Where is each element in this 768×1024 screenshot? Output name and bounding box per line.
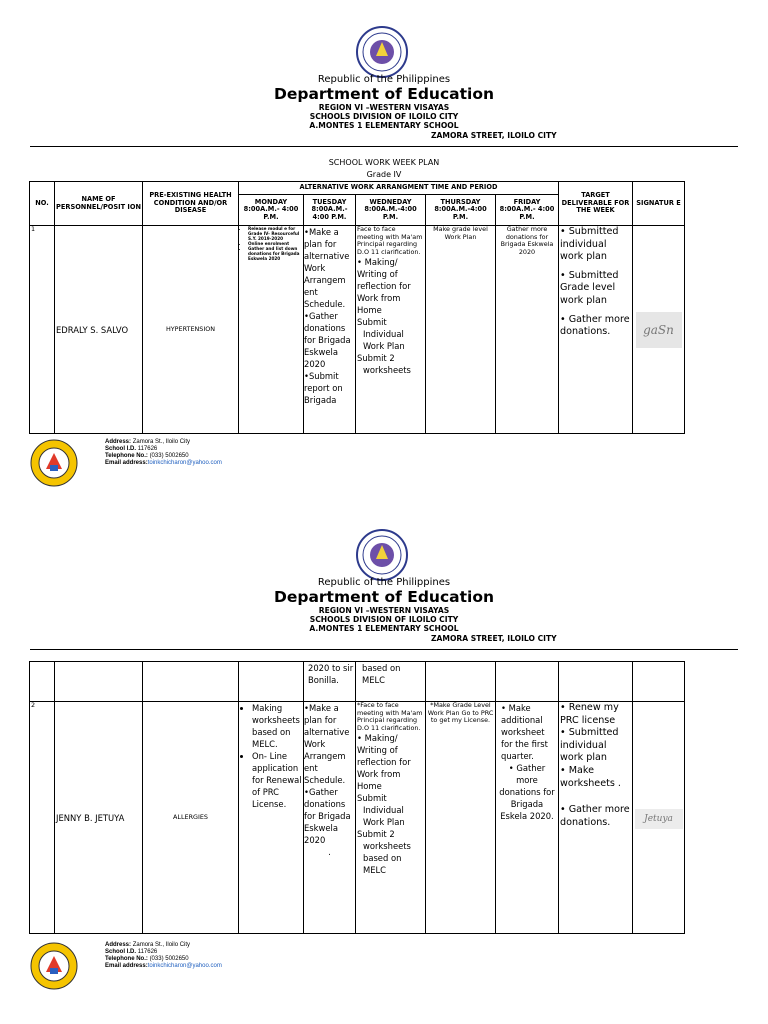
list-item: • Making/ Writing of reflection for Work from Home xyxy=(357,257,411,316)
list-item: •Gather donations for Brigada Eskwela 2020 xyxy=(304,311,351,369)
col-name: NAME OF PERSONNEL/POSIT ION xyxy=(55,182,143,226)
work-plan-table-continued xyxy=(29,661,685,934)
row2-wednesday xyxy=(356,702,426,934)
list-item: •Make a plan for alternative Work Arrangem ent Schedule. xyxy=(304,227,350,309)
footer xyxy=(30,439,330,499)
department-title: Department of Education xyxy=(273,588,495,606)
header-divider xyxy=(30,649,738,650)
row2-target xyxy=(559,702,633,934)
row2-signature xyxy=(633,702,685,934)
col-signature: SIGNATUR E xyxy=(633,182,685,226)
col-target: TARGET DELIVERABLE FOR THE WEEK xyxy=(559,182,633,226)
list-item: • Online enrolment xyxy=(248,241,302,246)
header-divider xyxy=(30,146,738,147)
signature-image: Jetuya xyxy=(635,809,683,829)
list-item: Individual Work Plan xyxy=(363,329,405,352)
list-item: • Make worksheets . xyxy=(560,764,621,789)
col-monday: MONDAY 8:00A.M.- 4:00 P.M. xyxy=(239,195,304,226)
street-text: ZAMORA STREET, ILOILO CITY xyxy=(431,634,557,643)
school-text: A.MONTES 1 ELEMENTARY SCHOOL xyxy=(309,624,459,633)
list-item: Individual Work Plan xyxy=(363,805,405,828)
list-item: • Gather more donations. xyxy=(560,313,630,338)
list-item: Submit xyxy=(357,317,387,328)
list-item: Submit 2 xyxy=(357,353,395,364)
wednesday-intro: *Face to face meeting with Ma'am Principal regarding D.O 11 clarification. xyxy=(357,701,423,732)
email-link[interactable]: toinkchicharon@yahoo.com xyxy=(147,963,222,969)
table-row xyxy=(30,662,685,702)
list-item: worksheets based on MELC xyxy=(363,841,411,876)
row1-wednesday xyxy=(356,226,426,434)
list-item: • Gather more donations for Brigada Eskela 2020. xyxy=(499,763,555,821)
wednesday-intro: Face to face meeting with Ma'am Principal regarding D.O 11 clarification. xyxy=(357,225,423,256)
list-item: • Gather and list down donations for Brigada Eskwela 2020 xyxy=(248,246,302,261)
list-item: • Renew my PRC license xyxy=(560,702,619,726)
division-text: SCHOOLS DIVISION OF ILOILO CITY xyxy=(309,112,459,121)
list-item: • Release modul e for Grade IV- Resourceful S.Y. 2019-2020 xyxy=(248,226,302,241)
email-link[interactable]: toinkchicharon@yahoo.com xyxy=(147,460,222,466)
cont-tuesday: 2020 to sir Bonilla. xyxy=(304,662,356,702)
row1-name: EDRALY S. SALVO xyxy=(55,226,143,434)
col-thursday: THURSDAY 8:00A.M.-4:00 P.M. xyxy=(426,195,496,226)
list-item: • Gather more donations. xyxy=(560,804,630,828)
list-item: worksheets xyxy=(363,365,411,376)
row1-tuesday xyxy=(304,226,356,434)
row2-name: JENNY B. JETUYA xyxy=(55,702,143,934)
col-wednesday: WEDNEDAY 8:00A.M.-4:00 P.M. xyxy=(356,195,426,226)
region-text: REGION VI –WESTERN VISAYAS xyxy=(318,103,450,112)
list-item: Submit xyxy=(357,793,387,804)
street-text: ZAMORA STREET, ILOILO CITY xyxy=(431,131,557,140)
list-item: • Making worksheets based on MELC. xyxy=(252,702,302,750)
footer xyxy=(30,942,330,1002)
table-row xyxy=(30,226,685,434)
list-item: Submit 2 xyxy=(357,829,395,840)
row1-no: 1 xyxy=(30,226,55,434)
school-logo-icon xyxy=(30,942,78,990)
school-logo-icon xyxy=(30,439,78,487)
list-item: •Submit report on Brigada xyxy=(304,371,343,405)
table-row xyxy=(30,702,685,934)
col-friday: FRIDAY 8:00A.M.- 4:00 P.M. xyxy=(496,195,559,226)
list-item: •Gather donations for Brigada Eskwela 2020 xyxy=(304,787,351,845)
deped-seal-icon xyxy=(356,529,408,581)
col-tuesday: TUESDAY 8:00A.M.- 4:00 P.M. xyxy=(304,195,356,226)
footer-contact: Address: Zamora St., Iloilo City School I.D. 117626 Telephone No.: (033) 5002650 Email address:toinkchicharon@yahoo.com xyxy=(105,942,222,969)
row1-signature xyxy=(633,226,685,434)
list-item: • Make additional worksheet for the first quarter. xyxy=(501,703,548,761)
row2-thursday: *Make Grade Level Work Plan Go to PRC to get my License. xyxy=(426,702,496,934)
list-item: • Submitted Grade level work plan xyxy=(560,269,619,306)
list-item: . xyxy=(328,847,331,857)
row2-no: 2 xyxy=(30,702,55,934)
row1-health: HYPERTENSION xyxy=(143,226,239,434)
signature-image: gaSn xyxy=(636,312,682,348)
row1-friday: Gather more donations for Brigada Eskwela 2020 xyxy=(496,226,559,434)
col-no: NO. xyxy=(30,182,55,226)
list-item: • Submitted individual work plan xyxy=(560,226,619,263)
cont-wednesday: based on MELC xyxy=(356,662,426,702)
republic-text: Republic of the Philippines xyxy=(317,74,451,85)
col-health: PRE-EXISTING HEALTH CONDITION AND/OR DISEASE xyxy=(143,182,239,226)
row1-target xyxy=(559,226,633,434)
row1-thursday: Make grade level Work Plan xyxy=(426,226,496,434)
republic-text: Republic of the Philippines xyxy=(317,577,451,588)
row2-friday xyxy=(496,702,559,934)
list-item: •Make a plan for alternative Work Arrangem ent Schedule. xyxy=(304,703,350,785)
row2-tuesday xyxy=(304,702,356,934)
row2-monday xyxy=(239,702,304,934)
col-awa: ALTERNATIVE WORK ARRANGMENT TIME AND PERIOD xyxy=(239,182,559,195)
list-item: • On- Line application for Renewal of PRC License. xyxy=(252,750,302,810)
deped-seal-icon xyxy=(356,26,408,78)
row2-health: ALLERGIES xyxy=(143,702,239,934)
footer-contact: Address: Zamora St., Iloilo City School I.D. 117626 Telephone No.: (033) 5002650 Email address:toinkchicharon@yahoo.com xyxy=(105,439,222,466)
school-text: A.MONTES 1 ELEMENTARY SCHOOL xyxy=(309,121,459,130)
list-item: • Making/ Writing of reflection for Work from Home xyxy=(357,733,411,792)
division-text: SCHOOLS DIVISION OF ILOILO CITY xyxy=(309,615,459,624)
plan-title: SCHOOL WORK WEEK PLAN xyxy=(328,158,440,167)
row1-monday xyxy=(239,226,304,434)
plan-grade: Grade IV xyxy=(366,170,402,179)
region-text: REGION VI –WESTERN VISAYAS xyxy=(318,606,450,615)
department-title: Department of Education xyxy=(273,85,495,103)
list-item: • Submitted individual work plan xyxy=(560,727,619,764)
work-plan-table xyxy=(29,181,685,434)
